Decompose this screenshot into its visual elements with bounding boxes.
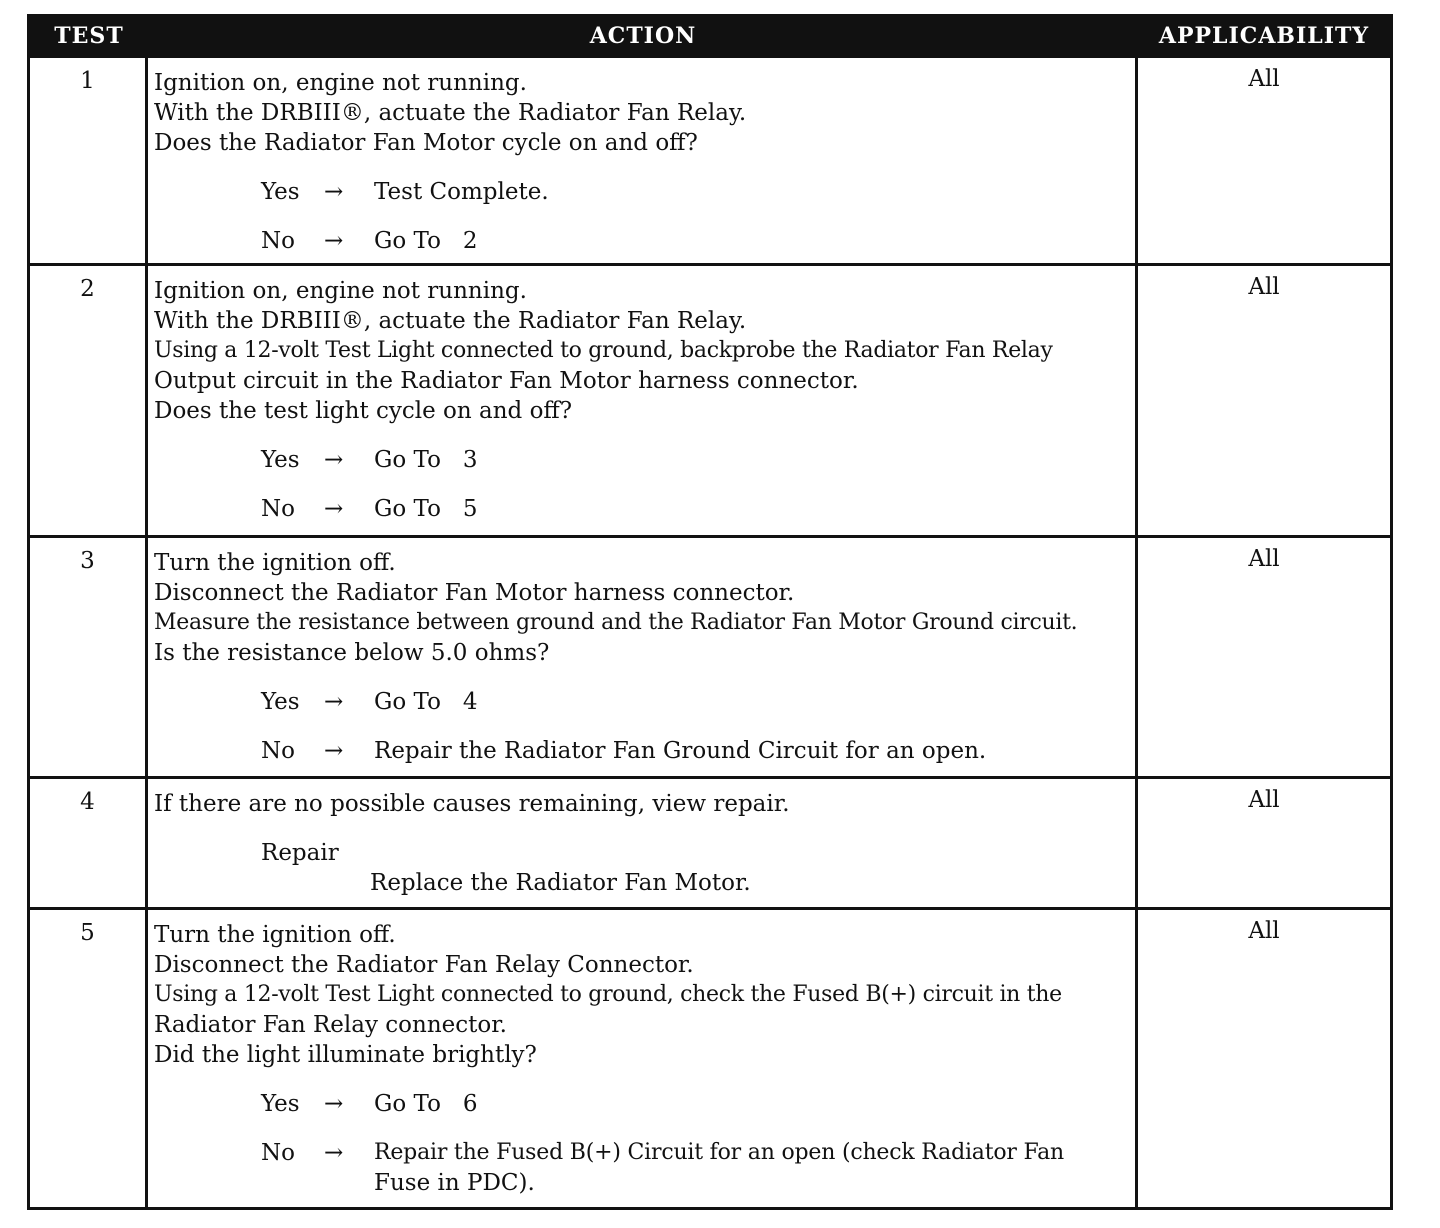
header-test: TEST — [54, 23, 124, 49]
action-cell — [148, 538, 1138, 776]
yes-result: Go To 6 — [374, 1091, 478, 1117]
no-label: No — [261, 496, 295, 522]
test-number: 2 — [30, 266, 148, 535]
action-line: Measure the resistance between ground and the Radiator Fan Motor Ground circuit. — [154, 610, 1078, 635]
yes-label: Yes — [261, 179, 300, 205]
action-line: Does the Radiator Fan Motor cycle on and off? — [154, 130, 698, 156]
test-row-5 — [30, 907, 1390, 1207]
yes-label: Yes — [261, 1091, 300, 1117]
action-cell — [148, 779, 1138, 907]
test-number: 3 — [30, 538, 148, 776]
yes-branch — [154, 177, 1129, 207]
action-line: Turn the ignition off. — [154, 550, 396, 576]
arrow-right-icon: → — [324, 1091, 344, 1117]
arrow-right-icon: → — [324, 447, 344, 473]
action-cell — [148, 266, 1138, 535]
test-row-3 — [30, 535, 1390, 776]
no-label: No — [261, 738, 295, 764]
repair-label: Repair — [261, 840, 339, 866]
action-line: Does the test light cycle on and off? — [154, 398, 573, 424]
applicability-cell: All — [1248, 66, 1280, 92]
no-branch — [154, 494, 1129, 524]
test-row-4 — [30, 776, 1390, 907]
action-line: Using a 12-volt Test Light connected to ground, backprobe the Radiator Fan Relay — [154, 338, 1053, 363]
yes-result: Go To 4 — [374, 689, 478, 715]
yes-branch — [154, 687, 1129, 717]
applicability-cell: All — [1248, 274, 1280, 300]
repair-text: Replace the Radiator Fan Motor. — [370, 870, 751, 896]
table-header — [30, 17, 1390, 55]
arrow-right-icon: → — [324, 738, 344, 764]
test-number: 4 — [30, 779, 148, 907]
action-line: Output circuit in the Radiator Fan Motor harness connector. — [154, 368, 859, 394]
arrow-right-icon: → — [324, 689, 344, 715]
test-row-1 — [30, 55, 1390, 263]
test-number: 1 — [30, 58, 148, 263]
header-action: ACTION — [589, 23, 697, 49]
no-result — [374, 1138, 1129, 1198]
test-number: 5 — [30, 910, 148, 1207]
action-line: Turn the ignition off. — [154, 922, 396, 948]
action-line: Did the light illuminate brightly? — [154, 1042, 537, 1068]
yes-result: Go To 3 — [374, 447, 478, 473]
no-label: No — [261, 1140, 295, 1166]
action-line: Disconnect the Radiator Fan Motor harness connector. — [154, 580, 795, 606]
diagnostic-table — [27, 14, 1393, 1210]
action-line: Ignition on, engine not running. — [154, 70, 527, 96]
yes-result: Test Complete. — [374, 179, 549, 205]
no-result: Go To 2 — [374, 228, 478, 254]
arrow-right-icon: → — [324, 496, 344, 522]
applicability-cell: All — [1248, 546, 1280, 572]
yes-label: Yes — [261, 447, 300, 473]
action-cell — [148, 910, 1138, 1207]
applicability-cell: All — [1248, 918, 1280, 944]
yes-branch — [154, 1089, 1129, 1119]
header-applicability: APPLICABILITY — [1158, 23, 1370, 49]
action-line: Ignition on, engine not running. — [154, 278, 527, 304]
action-line: Disconnect the Radiator Fan Relay Connector. — [154, 952, 694, 978]
yes-label: Yes — [261, 689, 300, 715]
no-result-line: Repair the Fused B(+) Circuit for an open (check Radiator Fan — [374, 1140, 1064, 1165]
arrow-right-icon: → — [324, 179, 344, 205]
arrow-right-icon: → — [324, 1140, 344, 1166]
no-branch — [154, 226, 1129, 256]
action-line: Is the resistance below 5.0 ohms? — [154, 640, 550, 666]
action-cell — [148, 58, 1138, 263]
applicability-cell: All — [1248, 787, 1280, 813]
action-line: With the DRBIII®, actuate the Radiator Fan Relay. — [154, 100, 747, 126]
no-label: No — [261, 228, 295, 254]
action-line: Radiator Fan Relay connector. — [154, 1012, 507, 1038]
test-row-2 — [30, 263, 1390, 535]
no-branch — [154, 736, 1129, 766]
no-result: Go To 5 — [374, 496, 478, 522]
arrow-right-icon: → — [324, 228, 344, 254]
action-line: Using a 12-volt Test Light connected to ground, check the Fused B(+) circuit in the — [154, 982, 1062, 1007]
action-line: If there are no possible causes remaining, view repair. — [154, 791, 790, 817]
no-branch — [154, 1138, 1129, 1198]
yes-branch — [154, 445, 1129, 475]
no-result: Repair the Radiator Fan Ground Circuit for an open. — [374, 738, 987, 764]
action-line: With the DRBIII®, actuate the Radiator Fan Relay. — [154, 308, 747, 334]
no-result-line: Fuse in PDC). — [374, 1170, 535, 1196]
